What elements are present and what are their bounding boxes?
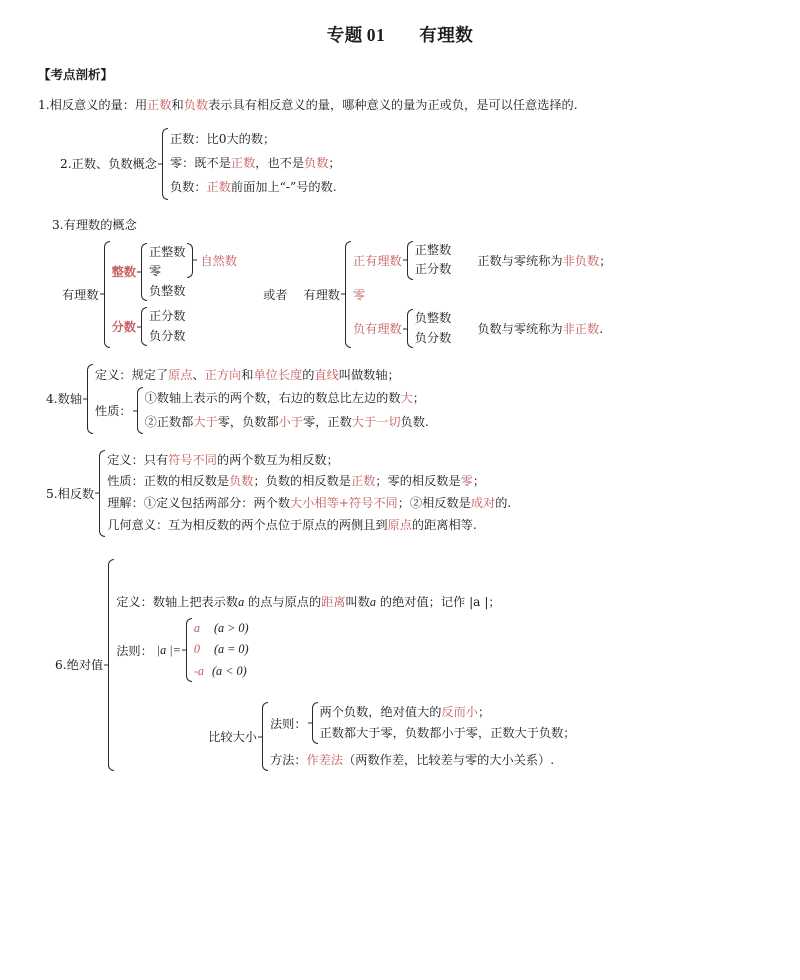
item-5-row-2-post: ；	[472, 474, 486, 489]
item-3-fraction-group	[112, 307, 238, 346]
item-3-left-groups	[112, 243, 238, 347]
item-3-negative-rational-items	[415, 309, 452, 348]
item-6-definition-m1: 的点与原点的	[244, 594, 322, 609]
list-item: 零	[148, 264, 162, 279]
item-2-row-3-pre: 负数：	[169, 179, 207, 194]
item-5-row-3-key: 理解：	[107, 496, 144, 511]
item-4-definition-hl-1: 原点	[168, 368, 193, 383]
item-4-prop-2-m2: 零，正数	[303, 414, 352, 429]
item-6-compare-method-hl: 作差法	[306, 753, 344, 768]
page-title	[0, 22, 800, 47]
item-3-heading: 3.有理数的概念	[52, 217, 137, 232]
item-2-row-2-hl-2: 负数	[304, 156, 329, 171]
brace-icon	[182, 618, 191, 682]
brace-icon	[341, 241, 350, 349]
item-6-case-3-value: -a	[193, 663, 204, 678]
item-5-geometric-meaning	[107, 515, 511, 537]
item-3-note-2-pre: 负数与零统称为	[477, 322, 563, 337]
item-1-rest: 表示具有相反意义的量，哪种意义的量为正或负，是可以任意选择的.	[208, 98, 578, 112]
item-3-integer-group	[112, 243, 238, 302]
item-5-row-3-hl-2: 成对	[470, 496, 496, 511]
item-5-understanding	[107, 493, 511, 515]
item-6-compare-label: 比较大小	[208, 730, 257, 745]
item-2-row-1-text: 正数：比0大的数；	[169, 132, 276, 147]
item-1-highlight-2: 负数	[183, 98, 209, 112]
item-6-rule-lhs: |a |=	[156, 642, 181, 657]
item-2-row-2-mid: ，也不是	[255, 156, 305, 171]
list-item	[170, 152, 341, 176]
item-5-row-2-hl-2: 正数	[350, 474, 376, 489]
list-item: 负分数	[414, 330, 452, 345]
item-6-compare-rule-1-post: ；	[477, 705, 491, 720]
item-5-row-2-pre: 正数的相反数是	[143, 474, 230, 489]
item-6-compare-rule-1-pre: 两个负数，绝对值大的	[319, 705, 442, 720]
item-5-block	[46, 450, 800, 537]
item-6-definition-var-2: a	[369, 594, 377, 609]
brace-icon	[137, 243, 146, 302]
item-5-row-4-hl: 原点	[387, 517, 412, 532]
item-6-compare-method-key: 方法：	[269, 753, 307, 768]
item-2-block	[60, 128, 800, 199]
item-3-root-label: 有理数	[62, 287, 99, 302]
item-4-definition-post: 叫做数轴；	[338, 368, 400, 383]
item-3-zero-group	[353, 286, 611, 306]
brace-icon	[158, 128, 167, 199]
item-4-definition	[95, 364, 429, 387]
brace-icon	[100, 241, 109, 349]
brace-icon	[83, 364, 92, 434]
item-6-compare-rule-1-hl: 反而小	[441, 705, 478, 720]
item-6-compare-rule-group	[270, 702, 576, 744]
list-item: 正数都大于零，负数都小于零，正数大于负数；	[319, 726, 576, 741]
brace-icon	[104, 559, 113, 772]
item-6-list	[116, 559, 575, 772]
brace-icon	[403, 309, 412, 348]
list-item	[194, 661, 249, 682]
item-5-row-2-hl-3: 零	[460, 474, 473, 489]
item-6-compare-list	[270, 702, 576, 771]
item-5-row-1-post: 的两个数互为相反数；	[216, 452, 339, 467]
item-5-row-4-pre: 互为相反数的两个点位于原点的两侧且到	[168, 517, 388, 532]
item-1-paragraph	[38, 96, 800, 114]
item-5-row-2-mid: ；负数的相反数是	[253, 474, 351, 489]
item-6-case-1-condition: (a > 0)	[213, 621, 249, 636]
item-6-label: 6.绝对值	[55, 658, 104, 673]
item-5-row-4-key: 几何意义：	[107, 517, 169, 532]
brace-icon	[95, 450, 104, 537]
item-4-prop-2-hl-3: 大于一切	[351, 414, 401, 429]
item-3-note-1-hl: 非负数	[562, 253, 600, 268]
item-4-label: 4.数轴	[46, 392, 83, 407]
title-subject: 有理数	[419, 26, 474, 46]
item-5-row-3-post: 的.	[495, 496, 512, 511]
item-6-cases	[194, 618, 249, 682]
item-5-property	[107, 471, 511, 493]
item-3-positive-rational-group	[353, 241, 611, 280]
item-6-definition	[116, 593, 575, 613]
list-item: 负整数	[148, 283, 186, 298]
item-3-integer-items-wrap	[149, 243, 186, 302]
list-item	[320, 702, 576, 723]
item-3-block	[62, 241, 800, 349]
item-2-row-2-post: ；	[328, 156, 341, 171]
item-5-row-2-hl-1: 负数	[229, 474, 254, 489]
brace-icon	[308, 702, 317, 744]
item-4-definition-m2: 和	[241, 368, 254, 383]
item-3-negative-rational-label: 负有理数	[353, 322, 402, 337]
item-4-definition-m1: 、	[192, 368, 205, 383]
item-3-positive-rational-items	[415, 241, 452, 280]
item-4-definition-hl-3: 单位长度	[253, 368, 303, 383]
item-4-prop-1-pre: ①数轴上表示的两个数，右边的数总比左边的数	[144, 391, 401, 406]
item-5-label: 5.相反数	[46, 486, 95, 501]
item-4-prop-2-hl-2: 小于	[278, 414, 304, 429]
item-6-definition-var-1: a	[238, 594, 245, 609]
item-5-row-3-hl-1: 大小相等+符号不同	[290, 496, 398, 511]
item-3-connector: 或者	[263, 287, 288, 302]
item-2-row-2-pre: 零：既不是	[169, 156, 231, 171]
item-6-case-3-condition: (a < 0)	[212, 663, 247, 678]
list-item: 正整数	[414, 242, 452, 257]
item-5-row-2-key: 性质：	[107, 474, 144, 489]
item-5-row-2-mid2: ；零的相反数是	[375, 474, 461, 489]
item-6-definition-m2: 叫数	[345, 594, 370, 609]
item-6-compare-rules	[320, 702, 576, 744]
item-4-definition-hl-4: 直线	[314, 368, 339, 383]
document-page	[0, 22, 800, 980]
item-5-row-3-pre: ①定义包括两部分：两个数	[143, 496, 291, 511]
list-item	[194, 618, 249, 639]
item-5-row-1-pre: 只有	[143, 452, 169, 467]
item-4-definition-m3: 的	[302, 368, 315, 383]
brace-icon	[188, 243, 197, 278]
list-item	[170, 128, 341, 152]
item-4-property-list	[145, 387, 429, 433]
list-item: 负整数	[414, 311, 452, 326]
item-5-row-4-post: 的距离相等.	[411, 517, 477, 532]
item-3-root2-label: 有理数	[303, 287, 340, 302]
list-item	[170, 176, 341, 200]
item-2-label: 2.正数、负数概念	[60, 157, 157, 172]
item-2-row-3-hl: 正数	[206, 179, 231, 194]
item-6-definition-key: 定义：	[116, 594, 153, 609]
item-6-compare-method	[270, 750, 576, 771]
brace-icon	[258, 702, 267, 771]
item-1-highlight-1: 正数	[147, 98, 172, 112]
item-2-row-3-post: 前面加上“-”号的数.	[230, 179, 337, 194]
item-6-rule-key: 法则：	[116, 643, 153, 658]
item-3-negative-rational-group	[353, 309, 611, 348]
item-6-case-2-value: 0	[193, 642, 200, 657]
item-3-note-2-hl: 非正数	[562, 322, 600, 337]
item-4-block	[46, 364, 800, 434]
brace-icon	[403, 241, 412, 280]
brace-icon	[133, 387, 142, 433]
item-4-definition-pre: 规定了	[131, 368, 169, 383]
list-item: 正分数	[148, 309, 186, 324]
item-3-note-2-post: .	[599, 322, 604, 337]
item-4-list	[95, 364, 429, 434]
title-number: 01	[366, 25, 386, 45]
item-3-note-2	[477, 320, 603, 337]
item-3-note-1-pre: 正数与零统称为	[477, 253, 563, 268]
item-6-case-2-condition: (a = 0)	[213, 642, 249, 657]
item-6-definition-hl: 距离	[321, 594, 346, 609]
item-4-prop-2-hl-1: 大于	[193, 414, 218, 429]
item-2-list	[170, 128, 341, 199]
item-5-row-1-hl: 符号不同	[168, 452, 217, 467]
item-6-compare-rule-key: 法则：	[269, 716, 307, 731]
item-3-fraction-label: 分数	[111, 320, 136, 335]
item-4-definition-key: 定义：	[95, 368, 132, 383]
item-2-row-2-hl-1: 正数	[230, 156, 256, 171]
item-3-right-groups	[353, 241, 611, 349]
item-3-positive-rational-label: 正有理数	[353, 253, 402, 268]
item-6-rule-group	[116, 618, 575, 682]
item-6-case-1-value: a	[193, 621, 200, 636]
item-3-zero-label: 零	[353, 287, 366, 302]
item-1-label: 1.相反意义的量：用	[38, 98, 148, 112]
list-item	[145, 387, 429, 410]
item-4-prop-1-post: ；	[412, 391, 425, 406]
item-4-property-group	[95, 387, 429, 433]
item-3-note-1	[477, 252, 611, 269]
item-6-compare-method-post: （两数作差，比较差与零的大小关系）.	[343, 753, 555, 768]
list-item: 正整数	[148, 244, 186, 259]
item-4-prop-2-m1: 零，负数都	[217, 414, 279, 429]
list-item: 正分数	[414, 262, 452, 277]
list-item: 负分数	[148, 328, 186, 343]
item-4-definition-hl-2: 正方向	[204, 368, 242, 383]
item-6-block	[55, 559, 800, 772]
title-prefix: 专题	[326, 26, 363, 46]
item-5-definition	[107, 450, 511, 472]
section-heading: 【考点剖析】	[38, 67, 114, 82]
item-1-mid: 和	[171, 98, 184, 112]
item-3-integer-label: 整数	[111, 265, 136, 280]
item-6-compare-group	[208, 702, 575, 771]
list-item	[145, 411, 429, 434]
item-3-note-1-post: ；	[599, 253, 612, 268]
item-6-definition-post: 的绝对值；记作 |a |；	[376, 594, 501, 609]
item-4-prop-1-hl: 大	[400, 391, 413, 406]
item-5-list	[107, 450, 511, 537]
item-4-property-key: 性质：	[95, 404, 132, 419]
item-3-fraction-items	[149, 307, 186, 346]
brace-icon	[137, 307, 146, 346]
item-4-prop-2-post: 负数.	[400, 414, 429, 429]
item-6-definition-pre: 数轴上把表示数	[152, 594, 239, 609]
item-5-row-3-mid: ；②相反数是	[397, 496, 471, 511]
item-3-natural-label: 自然数	[200, 253, 238, 268]
item-4-prop-2-pre: ②正数都	[144, 414, 194, 429]
item-5-row-1-key: 定义：	[107, 452, 144, 467]
list-item	[194, 639, 249, 660]
item-3-integer-items	[149, 243, 186, 302]
